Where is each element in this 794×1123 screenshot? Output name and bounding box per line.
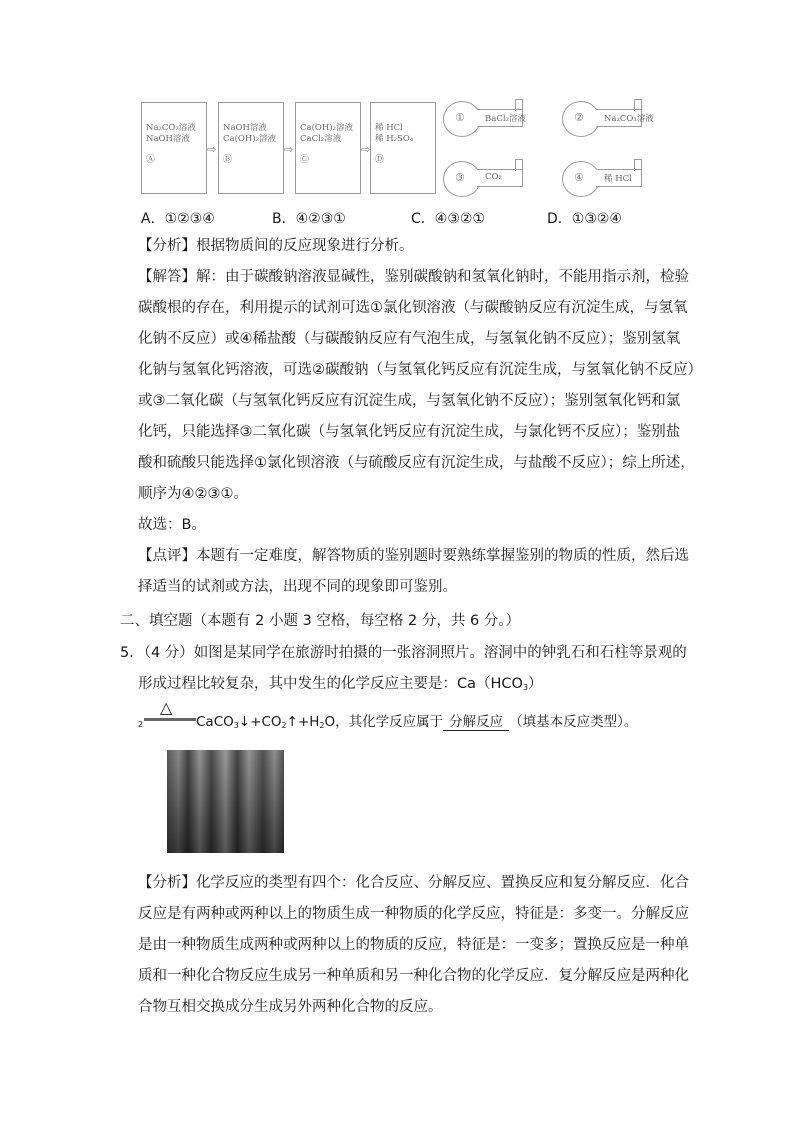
analysis2-line: 【分析】化学反应的类型有四个：化合反应、分解反应、置换反应和复分解反应．化合 (138, 875, 689, 891)
flask-number: ① (455, 111, 465, 124)
comment-line: 【点评】本题有一定难度，解答物质的鉴别题时要熟练掌握鉴别的物质的性质，然后选 (138, 548, 689, 564)
q5-subscript: 3 (522, 683, 529, 692)
flask-label: Na₂CO₃溶液 (604, 114, 654, 124)
flask-number: ③ (455, 171, 465, 184)
eq-part: ↑+H (286, 714, 320, 730)
option-a: A．①②③④ (141, 211, 215, 227)
arrow-icon: ⇨ (361, 143, 371, 156)
question-5-line (138, 674, 543, 698)
answer-line: 化钠与氢氧化钙溶液，可选②碳酸钠（与氢氧化钙反应有沉淀生成，与氢氧化钠不反应） (138, 362, 702, 378)
option-d: D．①③②④ (547, 211, 622, 227)
choice-text: 故选：B。 (138, 517, 206, 533)
eq-sub: 2 (281, 721, 287, 730)
flask-label: 稀 HCl (604, 174, 632, 184)
box-number: Ⓐ (146, 155, 156, 165)
flask-label: CO₂ (485, 172, 502, 182)
flask-number: ④ (574, 171, 584, 184)
answer-line: 化钠不反应）或④稀盐酸（与碳酸钠反应有气泡生成，与氢氧化钠不反应）；鉴别氢氧 (138, 331, 681, 347)
answer-line: 或③二氧化碳（与氢氧化钙反应有沉淀生成，与氢氧化钠不反应）；鉴别氢氧化钙和氯 (138, 393, 681, 409)
box-line: 稀 H₂SO₄ (375, 134, 414, 144)
option-c: C．④③②① (411, 211, 485, 227)
eq-subscript: 2 (138, 720, 144, 729)
eq-part: CaCO (196, 714, 234, 730)
box-line: NaOH溶液 (146, 134, 190, 144)
answer-line: 酸和硫酸只能选择①氯化钡溶液（与硫酸反应有沉淀生成，与盐酸不反应）；综上所述， (138, 455, 695, 471)
eq-part: ↓+CO (238, 714, 282, 730)
option-b: B．④②③① (272, 211, 346, 227)
cave-photo (167, 750, 284, 853)
eq-sub: 2 (319, 721, 325, 730)
reagent-box-c (295, 102, 361, 194)
answer-line: 【解答】解：由于碳酸钠溶液显碱性，鉴别碳酸钠和氢氧化钠时，不能用指示剂，检验 (138, 269, 689, 285)
flask-tip (634, 99, 642, 111)
reagent-box-d (370, 102, 436, 194)
comment-line: 择适当的试剂或方法，出现不同的现象即可鉴别。 (138, 579, 457, 595)
reagent-box-b (218, 102, 284, 194)
box-number: Ⓓ (375, 155, 385, 165)
box-line: 稀 HCl (375, 123, 403, 133)
flask-tip (515, 159, 523, 171)
box-line: NaOH溶液 (223, 123, 267, 133)
q5-text: ） (528, 676, 543, 692)
eq-part: （填基本反应类型）。 (509, 714, 638, 730)
section-heading: 二、填空题（本题有 2 小题 3 空格，每空格 2 分，共 6 分。） (120, 613, 521, 629)
analysis-text: 【分析】根据物质间的反应现象进行分析。 (138, 238, 414, 254)
reagent-box-a (141, 102, 207, 194)
equation-line (138, 700, 698, 734)
box-line: Ca(OH)₂溶液 (223, 134, 276, 144)
arrow-icon: ⇨ (284, 143, 294, 156)
box-line: Na₂CO₃溶液 (146, 123, 196, 133)
equation-text (196, 710, 637, 731)
flask-tip (634, 159, 642, 171)
answer-line: 顺序为④②③①。 (138, 486, 248, 502)
answer-line: 碳酸根的存在，利用提示的试剂可选①氯化钡溶液（与碳酸钠反应有沉淀生成，与氢氧 (138, 300, 688, 316)
box-line: CaCl₂溶液 (300, 134, 342, 144)
box-number: Ⓒ (300, 155, 310, 165)
question-5-line: 5．（4 分）如图是某同学在旅游时拍摄的一张溶洞照片。溶洞中的钟乳石和石柱等景观的 (120, 645, 687, 661)
eq-sub: 3 (233, 721, 239, 730)
analysis2-line: 质和一种化合物反应生成另一种单质和另一种化合物的化学反应．复分解反应是两种化 (138, 968, 689, 984)
analysis2-line: 反应是有两种或两种以上的物质生成一种物质的化学反应，特征是：多变一。分解反应 (138, 906, 689, 922)
eq-part: O，其化学反应属于 (324, 714, 444, 730)
q5-text: 形成过程比较复杂，其中发生的化学反应主要是：Ca（HCO (138, 676, 523, 692)
reaction-arrow-bar (144, 718, 196, 721)
analysis2-line: 合物互相交换成分生成另外两种化合物的反应。 (138, 999, 443, 1015)
answer-line: 化钙，只能选择③二氧化碳（与氢氧化钙反应有沉淀生成，与氯化钙不反应）；鉴别盐 (138, 424, 681, 440)
flask-label: BaCl₂溶液 (485, 114, 526, 124)
answer-blank: 分解反应 (443, 710, 509, 731)
box-number: Ⓑ (223, 155, 233, 165)
heat-triangle-icon: △ (160, 698, 173, 717)
analysis2-line: 是由一种物质生成两种或两种以上的物质的反应，特征是：一变多；置换反应是一种单 (138, 937, 689, 953)
box-line: Ca(OH)₂溶液 (300, 123, 353, 133)
flask-number: ② (574, 111, 584, 124)
arrow-icon: ⇨ (207, 143, 217, 156)
flask-tip (515, 99, 523, 111)
